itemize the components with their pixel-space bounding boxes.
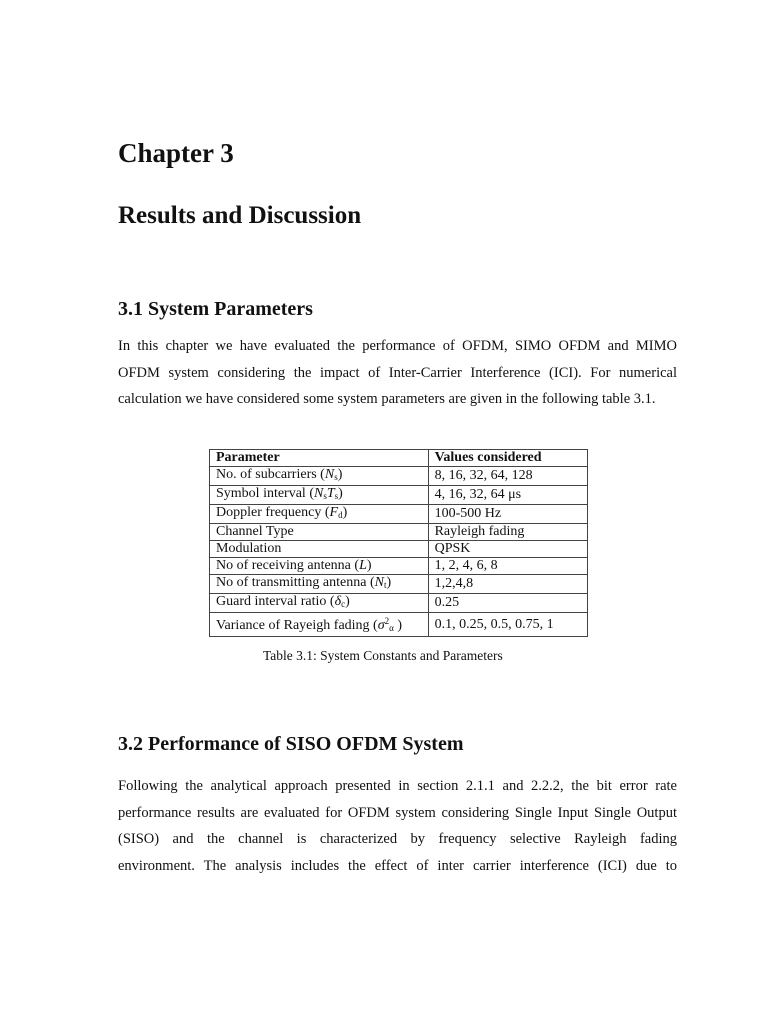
parameter-cell bbox=[210, 524, 429, 541]
parameter-close-paren: ) bbox=[393, 618, 403, 633]
parameter-name: No. of subcarriers ( bbox=[216, 467, 325, 482]
parameter-cell bbox=[210, 541, 429, 558]
parameter-name: Symbol interval ( bbox=[216, 486, 314, 501]
table-row bbox=[210, 541, 588, 558]
value-cell: QPSK bbox=[428, 541, 587, 558]
parameter-superscript: 2 bbox=[384, 616, 390, 626]
parameter-name: No of receiving antenna ( bbox=[216, 558, 360, 573]
table-row bbox=[210, 558, 588, 575]
parameter-cell bbox=[210, 486, 429, 505]
parameter-subscript: s bbox=[323, 491, 327, 501]
parameter-close-paren: ) bbox=[366, 558, 372, 573]
table-row bbox=[210, 594, 588, 613]
table-row bbox=[210, 486, 588, 505]
parameter-cell bbox=[210, 613, 429, 637]
value-cell: 8, 16, 32, 64, 128 bbox=[428, 467, 587, 486]
table-header-row bbox=[210, 450, 588, 467]
parameter-cell bbox=[210, 505, 429, 524]
value-cell: 0.25 bbox=[428, 594, 587, 613]
value-cell: 0.1, 0.25, 0.5, 0.75, 1 bbox=[428, 613, 587, 637]
parameter-name: Modulation bbox=[216, 541, 282, 556]
parameter-close-paren: ) bbox=[345, 594, 350, 609]
value-cell: 100-500 Hz bbox=[428, 505, 587, 524]
paragraph-line: performance results are evaluated for OFDM system considering Single Input Single Output bbox=[118, 804, 677, 821]
paragraph-line: environment. The analysis includes the effect of inter carrier interference (ICI) due to bbox=[118, 857, 677, 874]
table-row bbox=[210, 524, 588, 541]
table-row bbox=[210, 575, 588, 594]
parameter-name: Doppler frequency ( bbox=[216, 505, 330, 520]
parameter-close-paren: ) bbox=[338, 486, 343, 501]
section2-paragraph bbox=[118, 773, 677, 879]
value-cell: Rayleigh fading bbox=[428, 524, 587, 541]
parameter-subscript: s bbox=[334, 491, 339, 501]
table-body bbox=[210, 467, 588, 637]
parameter-close-paren: ) bbox=[342, 505, 348, 520]
paragraph-line: (SISO) and the channel is characterized by frequency selective Rayleigh fading bbox=[118, 831, 677, 847]
value-cell: 4, 16, 32, 64 μs bbox=[428, 486, 587, 505]
parameter-symbol: δ bbox=[334, 594, 342, 609]
parameter-symbol: N bbox=[314, 486, 324, 501]
table-header-values: Values considered bbox=[428, 450, 587, 467]
parameter-symbol: N bbox=[324, 467, 335, 482]
parameter-subscript: c bbox=[341, 599, 346, 609]
parameter-subscript: α bbox=[389, 623, 394, 633]
parameter-name: Variance of Rayeigh fading ( bbox=[216, 618, 378, 633]
parameter-symbol: T bbox=[326, 486, 335, 501]
section1-paragraph bbox=[118, 333, 677, 413]
parameter-name: Guard interval ratio ( bbox=[216, 594, 335, 609]
section-heading-siso-ofdm: 3.2 Performance of SISO OFDM System bbox=[118, 733, 464, 755]
section-heading-system-parameters: 3.1 System Parameters bbox=[118, 298, 313, 320]
table-row bbox=[210, 505, 588, 524]
table-row bbox=[210, 467, 588, 486]
parameter-subscript: d bbox=[338, 510, 343, 520]
parameter-name: No of transmitting antenna ( bbox=[216, 575, 375, 590]
parameter-cell bbox=[210, 558, 429, 575]
parameter-close-paren: ) bbox=[386, 575, 392, 590]
paragraph-line: OFDM system considering the impact of Inter-Carrier Interference (ICI). For numerical bbox=[118, 364, 677, 381]
value-cell: 1, 2, 4, 6, 8 bbox=[428, 558, 587, 575]
table-header-parameter: Parameter bbox=[210, 450, 429, 467]
parameter-symbol: L bbox=[359, 558, 367, 573]
parameter-symbol: σ bbox=[377, 618, 385, 633]
parameter-name: Channel Type bbox=[216, 524, 294, 539]
paragraph-line: In this chapter we have evaluated the performance of OFDM, SIMO OFDM and MIMO bbox=[118, 338, 677, 354]
parameter-subscript: s bbox=[334, 472, 338, 482]
parameter-subscript: t bbox=[383, 580, 387, 590]
table-caption: Table 3.1: System Constants and Parameters bbox=[263, 648, 503, 663]
paragraph-line: calculation we have considered some system parameters are given in the following table 3.1. bbox=[118, 391, 656, 407]
parameter-symbol: N bbox=[374, 575, 384, 590]
chapter-title: Results and Discussion bbox=[118, 202, 362, 229]
parameter-cell bbox=[210, 594, 429, 613]
table-row bbox=[210, 613, 588, 637]
chapter-label: Chapter 3 bbox=[118, 138, 234, 168]
paragraph-line: Following the analytical approach presented in section 2.1.1 and 2.2.2, the bit error rate bbox=[118, 778, 677, 794]
parameter-close-paren: ) bbox=[337, 467, 343, 482]
system-parameters-table bbox=[209, 449, 588, 637]
parameter-cell bbox=[210, 575, 429, 594]
value-cell: 1,2,4,8 bbox=[428, 575, 587, 594]
parameter-symbol: F bbox=[329, 505, 339, 520]
parameter-cell bbox=[210, 467, 429, 486]
